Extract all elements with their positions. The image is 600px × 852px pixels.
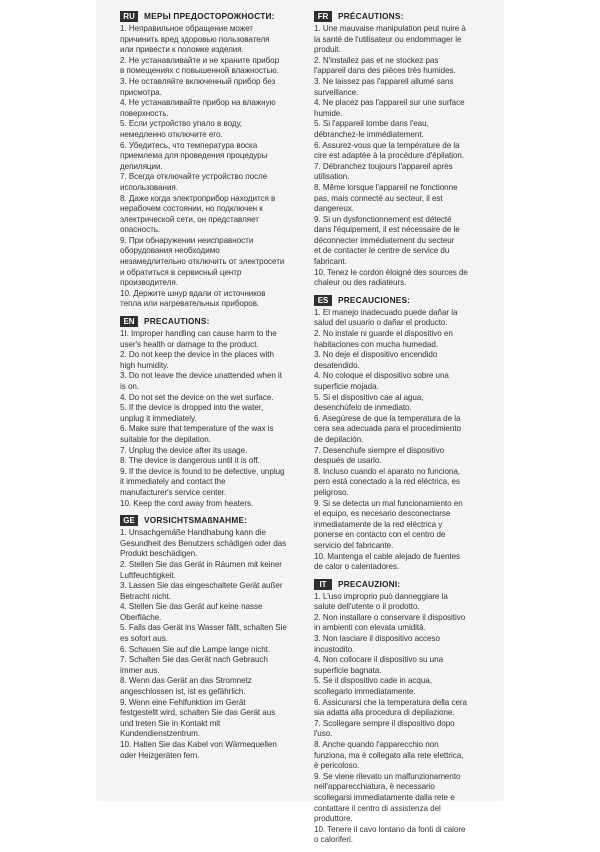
precaution-line: 5. If the device is dropped into the water,: [120, 403, 264, 413]
precaution-line: опасность.: [120, 225, 161, 235]
precaution-line: 1I. Improper handling can cause harm to the: [120, 329, 277, 339]
precaution-line: servicio del fabricante.: [314, 540, 394, 550]
precaution-line: ponerse en contacto con el centro de: [314, 530, 446, 540]
precaution-line: 1. L'uso improprio può danneggiare la: [314, 591, 448, 601]
precaution-line: 10. Mantenga el cable alejado de fuentes: [314, 551, 461, 561]
precaution-line: l'uso.: [314, 729, 333, 739]
precaution-line: 6. Убедитесь, что температура воска: [120, 140, 258, 150]
precaution-line: superficie mojada.: [314, 382, 379, 391]
precaution-line: contattare il centro di assistenza del: [314, 803, 441, 813]
precaution-line: 9. If the device is found to be defective, unplug: [120, 466, 285, 476]
precaution-line: Oberfläche.: [120, 612, 162, 622]
section-fr: [314, 11, 499, 289]
precaution-line: 3. Не оставляйте включенный прибор без: [120, 76, 276, 86]
section-header: [314, 579, 499, 590]
precaution-line: funziona, ma è collegato alla rete elettrica,: [314, 750, 464, 760]
precaution-line: Betracht nicht.: [120, 591, 171, 601]
precaution-line: manufacturer's service center.: [120, 487, 227, 497]
precaution-line: et de contacter le centre de service du: [314, 246, 450, 256]
precaution-line: oder Heizgeräten fern.: [120, 750, 200, 760]
precaution-list: [314, 592, 499, 846]
precaution-line: cire est adaptée à la procédure d'épilation.: [314, 151, 465, 161]
precaution-line: 10. Tenere il cavo lontano da fonti di calore: [314, 824, 466, 834]
precaution-list: [314, 24, 499, 289]
precaution-line: chaleur ou des radiateurs.: [314, 278, 407, 288]
precaution-line: 4. Ne placez pas l'appareil sur une surface: [314, 98, 465, 108]
precaution-line: 10. Tenez le cordon éloigné des sources de: [314, 267, 468, 277]
precaution-line: it immediately and contact the: [120, 477, 226, 487]
precaution-line: оборудования необходимо: [120, 246, 220, 256]
precaution-line: 9. Si se detecta un mal funcionamiento en: [314, 498, 463, 508]
left-column: [120, 11, 305, 767]
precaution-line: 10. Keep the cord away from heaters.: [120, 498, 254, 508]
precaution-line: 8. The device is dangerous until it is off.: [120, 456, 260, 466]
precaution-line: 5. Se il dispositivo cade in acqua,: [314, 676, 432, 686]
precaution-line: suitable for the depilation.: [120, 434, 211, 444]
precaution-line: immer aus.: [120, 665, 160, 675]
precaution-line: 5. Si l'appareil tombe dans l'eau,: [314, 119, 429, 129]
right-column: [314, 11, 499, 852]
precaution-line: 7. Débranchez toujours l'appareil après: [314, 161, 453, 171]
section-es: [314, 295, 499, 573]
precaution-line: Gesundheit des Benutzers schädigen oder das: [120, 538, 287, 548]
precaution-line: тепла или нагревательных приборов.: [120, 299, 260, 309]
precaution-line: Luftfeuchtigkeit.: [120, 570, 176, 580]
precaution-line: high humidity.: [120, 360, 169, 370]
precaution-line: 6. Schauen Sie auf die Lampe lange nicht.: [120, 644, 271, 654]
precaution-list: [120, 329, 305, 509]
precaution-line: pero está conectado a la red eléctrica, es: [314, 477, 460, 487]
precaution-line: причинить вред здоровью пользователя: [120, 34, 270, 44]
precaution-line: поверхность.: [120, 108, 169, 118]
section-ge: [120, 515, 305, 761]
precaution-line: 8. Incluso cuando el aparato no funciona,: [314, 466, 460, 476]
precaution-line: 3. Non lasciare il dispositivo acceso: [314, 634, 440, 644]
precaution-line: Produkt beschädigen.: [120, 549, 198, 559]
precaution-line: déconnecter immédiatement du secteur: [314, 235, 455, 245]
precaution-line: 7. Scollegare sempre il dispositivo dopo: [314, 718, 455, 728]
precaution-line: scollegarlo immediatamente.: [314, 687, 416, 697]
precaution-line: 9. Si un dysfonctionnement est détecté: [314, 214, 452, 224]
precaution-line: produit.: [314, 45, 341, 55]
precaution-line: 4. Do not set the device on the wet surface.: [120, 392, 274, 402]
precaution-line: humide.: [314, 108, 343, 118]
precaution-line: 2. N'installez pas et ne stockez pas: [314, 55, 439, 65]
section-header: [314, 295, 499, 306]
precaution-line: 1. Неправильное обращение может: [120, 24, 253, 33]
precaution-line: 2. Не устанавливайте и не храните прибор: [120, 55, 280, 65]
section-title: PRECAUTIONS:: [144, 316, 210, 327]
precaution-line: unplug it immediately.: [120, 413, 197, 423]
precaution-line: superficie bagnata.: [314, 665, 382, 675]
precaution-line: de depilación.: [314, 434, 364, 444]
precaution-line: 5. Si el dispositivo cae al agua,: [314, 392, 424, 402]
precaution-line: 2. Non installare o conservare il dispositivo: [314, 612, 466, 622]
precaution-line: нерабочем состоянии, но подключен к: [120, 204, 263, 214]
precaution-line: приемлема для проведения процедуры: [120, 151, 268, 161]
precaution-line: 2. Do not keep the device in the places with: [120, 350, 274, 360]
precaution-line: utilisation.: [314, 172, 350, 182]
precaution-line: después de usarlo.: [314, 456, 382, 466]
precaution-line: 6. Assurez-vous que la température de la: [314, 140, 460, 150]
precaution-line: débranchez-le immédiatement.: [314, 129, 424, 139]
precaution-line: festgestellt wird, schalten Sie das Gerät aus: [120, 708, 276, 718]
precaution-line: 6. Asegúrese de que la temperatura de la: [314, 413, 461, 423]
precaution-line: es sofort aus.: [120, 634, 168, 644]
section-header: [120, 316, 305, 327]
precaution-line: 3. Lassen Sie das eingeschaltete Gerät außer: [120, 581, 283, 591]
precaution-line: salud del usuario o dañar el producto.: [314, 318, 448, 328]
precaution-line: pas, mais connecté au secteur, il est: [314, 193, 443, 203]
section-title: PRECAUCIONES:: [338, 295, 411, 306]
precaution-line: 5. Falls das Gerät ins Wasser fällt, schalten Sie: [120, 623, 287, 633]
precaution-line: 10. Halten Sie das Kabel von Wärmequellen: [120, 740, 277, 749]
language-badge: GE: [120, 515, 138, 526]
section-title: МЕРЫ ПРЕДОСТОРОЖНОСТИ:: [144, 11, 275, 22]
precaution-line: habitaciones con mucha humedad.: [314, 339, 438, 349]
precaution-line: surveillance.: [314, 87, 359, 97]
precaution-line: 9. При обнаружении неисправности: [120, 235, 254, 245]
precaution-line: incustodito.: [314, 644, 355, 654]
section-header: [120, 515, 305, 526]
precaution-line: el equipo, es necesario desconectarse: [314, 509, 451, 519]
precaution-line: присмотра.: [120, 87, 162, 97]
section-header: [120, 11, 305, 22]
language-badge: ES: [314, 295, 332, 306]
precaution-line: produttore.: [314, 814, 353, 824]
precaution-line: 8. Даже когда электроприбор находится в: [120, 193, 276, 203]
section-ru: [120, 11, 305, 310]
language-badge: FR: [314, 11, 332, 22]
precaution-line: desenchúfelo de inmediato.: [314, 403, 412, 413]
precaution-line: peligroso.: [314, 487, 349, 497]
precaution-line: fabricant.: [314, 257, 347, 267]
section-title: PRECAUZIONI:: [338, 578, 401, 589]
precaution-line: 4. Не устанавливайте прибор на влажную: [120, 98, 276, 108]
section-header: [314, 11, 499, 22]
precaution-line: 4. Non collocare il dispositivo su una: [314, 655, 444, 665]
precaution-line: в помещениях с повышенной влажностью.: [120, 66, 279, 76]
section-title: VORSICHTSMAßNAHME:: [144, 515, 248, 526]
precaution-line: 8. Anche quando l'apparecchio non: [314, 740, 439, 749]
precaution-list: [120, 528, 305, 761]
precaution-line: und treten Sie in Kontakt mit: [120, 718, 221, 728]
precaution-line: l'appareil dans des pièces très humides.: [314, 66, 456, 76]
precaution-line: in ambienti con elevata umidità.: [314, 623, 426, 633]
language-badge: EN: [120, 316, 138, 327]
precaution-line: использования.: [120, 182, 178, 192]
section-title: PRÉCAUTIONS:: [338, 11, 404, 22]
precaution-list: [120, 24, 305, 310]
precaution-line: незамедлительно отключить от электросети: [120, 257, 285, 267]
precaution-list: [314, 308, 499, 573]
precaution-line: è pericoloso.: [314, 761, 360, 771]
precaution-line: dangereux.: [314, 204, 355, 214]
precaution-line: 9. Se viene rilevato un malfunzionamento: [314, 771, 461, 781]
precaution-line: 9. Wenn eine Fehlfunktion im Gerät: [120, 697, 246, 707]
precaution-line: 7. Всегда отключайте устройство после: [120, 172, 268, 182]
precaution-line: angeschlossen ist, ist es gefährlich.: [120, 687, 246, 697]
language-badge: RU: [120, 11, 138, 22]
precaution-line: la santé de l'utilisateur ou endommager le: [314, 34, 462, 44]
precaution-line: 5. Если устройство упало в воду,: [120, 119, 242, 129]
precaution-line: salute dell'utente o il prodotto.: [314, 602, 420, 612]
precaution-line: o caloriferi.: [314, 835, 353, 845]
precaution-line: 7. Unplug the device after its usage.: [120, 445, 248, 455]
precaution-line: 4. Stellen Sie das Gerät auf keine nasse: [120, 602, 263, 612]
precaution-line: 3. Do not leave the device unattended when it: [120, 371, 282, 381]
precaution-line: 7. Desenchufe siempre el dispositivo: [314, 445, 445, 455]
precaution-line: Kundendienstzentrum.: [120, 729, 200, 739]
section-it: [314, 579, 499, 846]
precaution-line: 10. Держите шнур вдали от источников: [120, 288, 266, 298]
section-en: [120, 316, 305, 509]
precaution-line: 2. No instale ni guarde el dispositivo en: [314, 329, 453, 339]
precaution-line: 1. El manejo inadecuado puede dañar la: [314, 307, 458, 317]
precaution-line: 1. Unsachgemäße Handhabung kann die: [120, 528, 266, 538]
precaution-line: 7. Schalten Sie das Gerät nach Gebrauch: [120, 655, 268, 665]
precaution-line: cera sea adecuada para el procedimiento: [314, 424, 461, 434]
precaution-line: inmediatamente de la red eléctrica y: [314, 519, 443, 529]
precaution-line: 6. Make sure that temperature of the wax is: [120, 424, 274, 434]
precaution-line: немедленно отключите его.: [120, 129, 223, 139]
precaution-line: nell'apparecchiatura, è necessario: [314, 782, 435, 792]
precaution-line: 8. Wenn das Gerät an das Stromnetz: [120, 676, 252, 686]
precaution-line: 8. Même lorsque l'appareil ne fonctionne: [314, 182, 458, 192]
precaution-line: 4. No coloque el dispositivo sobre una: [314, 371, 449, 381]
precaution-line: de calor o calentadores.: [314, 562, 400, 572]
precaution-line: депиляции.: [120, 161, 163, 171]
precaution-line: производителя.: [120, 278, 178, 288]
precaution-line: is on.: [120, 382, 140, 391]
precaution-line: электрической сети, он представляет: [120, 214, 259, 224]
precaution-line: user's health or damage to the product.: [120, 339, 259, 349]
precaution-line: sia adatta alla procedura di depilazione.: [314, 708, 455, 718]
precaution-line: 3. No deje el dispositivo encendido: [314, 350, 438, 360]
precaution-line: 3. Ne laissez pas l'appareil allumé sans: [314, 76, 454, 86]
precaution-line: dans l'équipement, il est nécessaire de le: [314, 225, 460, 235]
precaution-line: и обратиться в сервисный центр: [120, 267, 242, 277]
precaution-line: scollegarsi immediatamente dalla rete e: [314, 792, 455, 802]
precaution-line: 2. Stellen Sie das Gerät in Räumen mit keiner: [120, 559, 282, 569]
precaution-line: 6. Assicurarsi che la temperatura della cera: [314, 697, 468, 707]
language-badge: IT: [314, 579, 332, 590]
precaution-line: 1. Une mauvaise manipulation peut nuire à: [314, 24, 466, 33]
precaution-line: или привести к поломке изделия.: [120, 45, 244, 55]
precaution-line: desatendido.: [314, 360, 360, 370]
